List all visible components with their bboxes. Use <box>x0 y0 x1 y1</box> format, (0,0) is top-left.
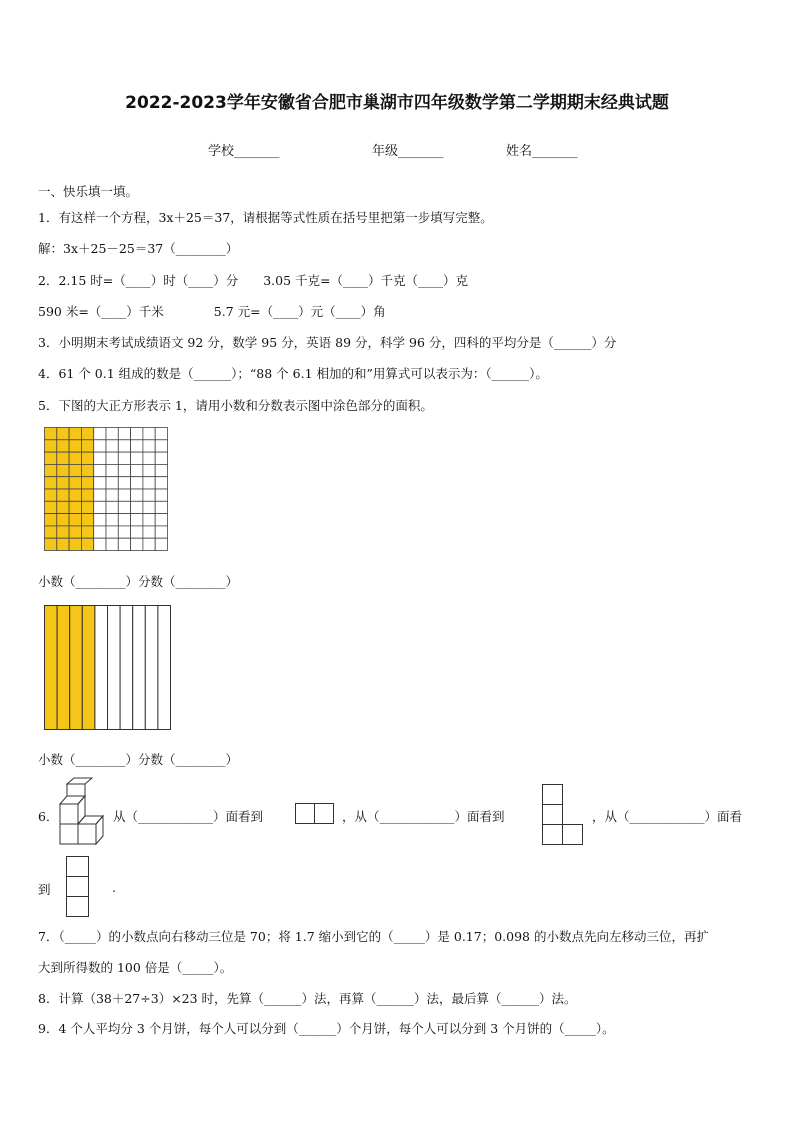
grid-cell <box>131 464 143 476</box>
grid-cell <box>118 538 130 550</box>
question-1-answer: 解：3x＋25－25＝37（________） <box>38 241 239 256</box>
grid-cell <box>131 514 143 526</box>
grid-cell <box>94 489 106 501</box>
grid-cell <box>118 452 130 464</box>
shaded-cell <box>57 526 69 538</box>
school-field: 学校_______ <box>208 144 280 159</box>
shaded-cell <box>81 526 93 538</box>
question-8: 8．计算（38＋27÷3）×23 时，先算（______）法，再算（______）法，最后算（______）法。 <box>38 991 577 1006</box>
shaded-cell <box>81 464 93 476</box>
shaded-strip <box>57 606 70 730</box>
section-heading: 一、快乐填一填。 <box>38 184 139 199</box>
page-title: 2022-2023学年安徽省合肥市巢湖市四年级数学第二学期期末经典试题 <box>125 93 669 113</box>
grid-cell <box>155 452 167 464</box>
grid-cell <box>155 477 167 489</box>
grid-cell <box>94 526 106 538</box>
grid-cell <box>131 440 143 452</box>
shaded-cell <box>45 428 57 440</box>
shaded-cell <box>57 464 69 476</box>
shaded-cell <box>69 428 81 440</box>
grid-cell <box>131 489 143 501</box>
grid-cell <box>118 428 130 440</box>
strip <box>120 606 133 730</box>
question-1: 1．有这样一个方程，3x＋25＝37，请根据等式性质在括号里把第一步填写完整。 <box>38 210 493 225</box>
shaded-cell <box>69 452 81 464</box>
grid-cell <box>143 538 155 550</box>
question-6-end: . <box>112 880 116 895</box>
grid-cell <box>155 440 167 452</box>
grid-cell <box>94 538 106 550</box>
grade-field: 年级_______ <box>372 144 444 159</box>
question-2-line1: 2．2.15 时=（____）时（____）分 3.05 千克=（____）千克（____）克 <box>38 273 469 288</box>
question-7-line1: 7．（_____）的小数点向右移动三位是 70；将 1.7 缩小到它的（_____）是 0.17；0.098 的小数点先向左移动三位，再扩 <box>38 929 709 944</box>
shaded-cell <box>45 538 57 550</box>
question-6-number: 6． <box>38 809 59 824</box>
grid-cell <box>155 501 167 513</box>
question-5-answer-1: 小数（________）分数（________） <box>38 574 239 589</box>
grid-cell <box>143 428 155 440</box>
grid-cell <box>106 489 118 501</box>
shaded-cell <box>57 477 69 489</box>
shaded-cell <box>57 538 69 550</box>
shaded-cell <box>57 514 69 526</box>
grid-cell <box>143 501 155 513</box>
question-6-part2: ，从（____________）面看到 <box>342 809 505 824</box>
grid-cell <box>106 452 118 464</box>
shaded-cell <box>45 526 57 538</box>
question-7-line2: 大到所得数的 100 倍是（_____）。 <box>38 960 233 975</box>
question-6-part1: 从（____________）面看到 <box>113 809 264 824</box>
question-6-part4: 到 <box>38 882 51 897</box>
grid-cell <box>118 440 130 452</box>
grid-cell <box>106 501 118 513</box>
grid-cell <box>143 452 155 464</box>
view-two-squares <box>295 803 335 825</box>
grid-cell <box>155 526 167 538</box>
shaded-cell <box>69 514 81 526</box>
shaded-cell <box>45 440 57 452</box>
grid-cell <box>106 477 118 489</box>
shaded-cell <box>69 526 81 538</box>
strip <box>95 606 108 730</box>
grid-cell <box>131 477 143 489</box>
shaded-strip <box>70 606 83 730</box>
grid-cell <box>155 538 167 550</box>
shaded-cell <box>69 464 81 476</box>
shaded-cell <box>57 428 69 440</box>
shaded-cell <box>69 538 81 550</box>
shaded-cell <box>45 477 57 489</box>
grid-cell <box>155 464 167 476</box>
strip-figure-2 <box>44 605 172 731</box>
question-5-answer-2: 小数（________）分数（________） <box>38 752 239 767</box>
shaded-cell <box>81 477 93 489</box>
shaded-cell <box>57 501 69 513</box>
grid-cell <box>106 440 118 452</box>
shaded-cell <box>45 489 57 501</box>
grid-cell <box>131 501 143 513</box>
shaded-cell <box>57 452 69 464</box>
grid-cell <box>118 464 130 476</box>
grid-cell <box>131 538 143 550</box>
grid-cell <box>118 526 130 538</box>
grid-cell <box>94 501 106 513</box>
question-9: 9．4 个人平均分 3 个月饼，每个人可以分到（______）个月饼，每个人可以分到 3 个月饼的（_____）。 <box>38 1021 615 1036</box>
shaded-cell <box>81 501 93 513</box>
grid-cell <box>94 428 106 440</box>
shaded-cell <box>57 489 69 501</box>
shaded-strip <box>82 606 95 730</box>
grid-figure-1 <box>44 427 168 551</box>
shaded-cell <box>81 428 93 440</box>
grid-cell <box>131 526 143 538</box>
name-field: 姓名_______ <box>506 144 578 159</box>
shaded-cell <box>45 452 57 464</box>
strip <box>108 606 121 730</box>
grid-cell <box>106 526 118 538</box>
grid-cell <box>106 464 118 476</box>
view-column <box>66 856 90 918</box>
shaded-cell <box>45 464 57 476</box>
grid-cell <box>155 428 167 440</box>
grid-cell <box>94 514 106 526</box>
question-6-part3: ，从（____________）面看 <box>592 809 743 824</box>
grid-cell <box>155 489 167 501</box>
shaded-cell <box>81 489 93 501</box>
shaded-cell <box>45 514 57 526</box>
shaded-cell <box>57 440 69 452</box>
shaded-strip <box>45 606 58 730</box>
grid-cell <box>118 514 130 526</box>
shaded-cell <box>81 538 93 550</box>
grid-cell <box>118 477 130 489</box>
shaded-cell <box>69 440 81 452</box>
question-2-line2: 590 米=（____）千米 5.7 元=（____）元（____）角 <box>38 304 386 319</box>
grid-cell <box>94 477 106 489</box>
grid-cell <box>143 440 155 452</box>
question-4: 4．61 个 0.1 组成的数是（______）；“88 个 6.1 相加的和”用算式可以表示为：（______）。 <box>38 366 548 381</box>
grid-cell <box>143 477 155 489</box>
grid-cell <box>94 452 106 464</box>
strip <box>145 606 158 730</box>
shaded-cell <box>69 489 81 501</box>
grid-cell <box>106 514 118 526</box>
shaded-cell <box>45 501 57 513</box>
grid-cell <box>118 501 130 513</box>
grid-cell <box>106 428 118 440</box>
grid-cell <box>143 514 155 526</box>
strip <box>158 606 171 730</box>
grid-cell <box>118 489 130 501</box>
strip <box>133 606 146 730</box>
grid-cell <box>143 526 155 538</box>
grid-cell <box>143 489 155 501</box>
grid-cell <box>106 538 118 550</box>
grid-cell <box>155 514 167 526</box>
grid-cell <box>143 464 155 476</box>
shaded-cell <box>69 501 81 513</box>
shaded-cell <box>81 440 93 452</box>
grid-cell <box>131 452 143 464</box>
cube-solid-figure <box>58 782 106 846</box>
grid-cell <box>94 440 106 452</box>
shaded-cell <box>81 514 93 526</box>
grid-cell <box>94 464 106 476</box>
grid-cell <box>131 428 143 440</box>
question-3: 3．小明期末考试成绩语文 92 分，数学 95 分，英语 89 分，科学 96 分，四科的平均分是（______）分 <box>38 335 617 350</box>
shaded-cell <box>81 452 93 464</box>
view-l-shape <box>542 784 586 846</box>
question-5: 5．下图的大正方形表示 1，请用小数和分数表示图中涂色部分的面积。 <box>38 398 433 413</box>
shaded-cell <box>69 477 81 489</box>
